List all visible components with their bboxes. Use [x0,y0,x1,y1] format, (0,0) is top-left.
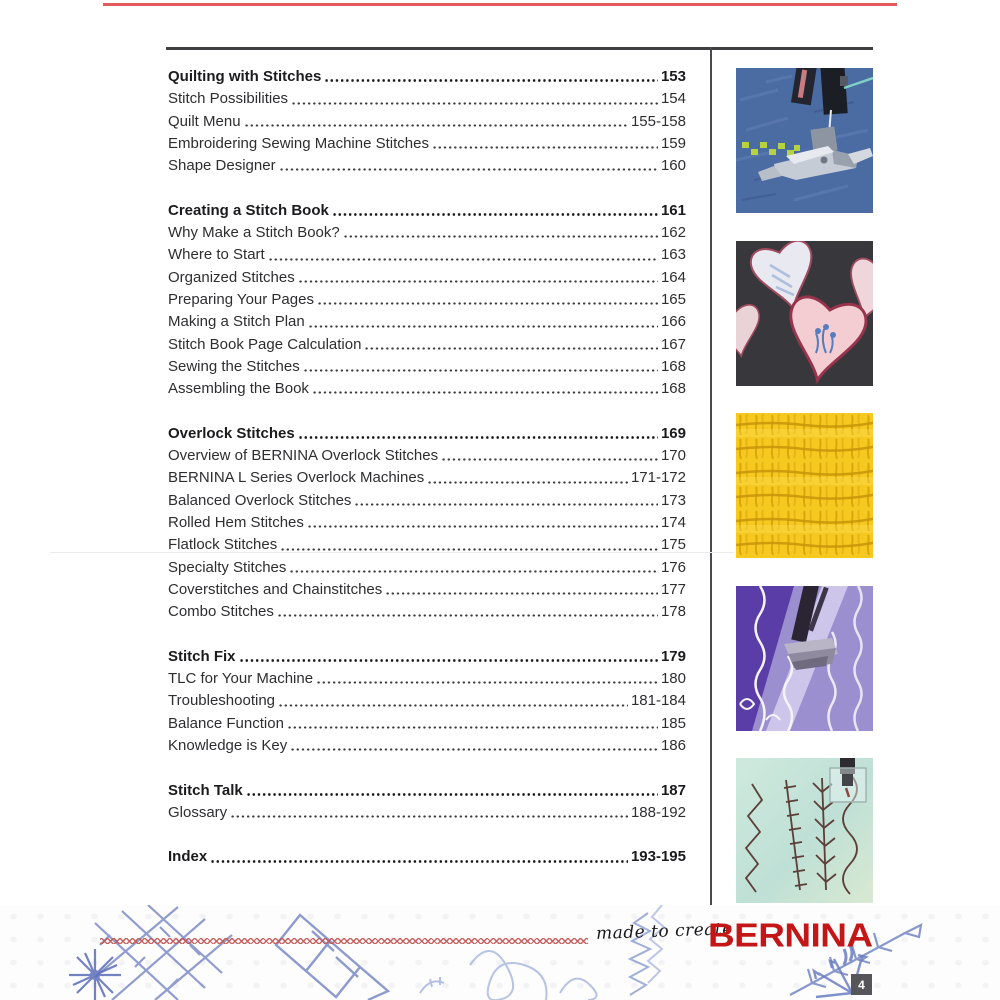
toc-entry-page: 178 [660,603,686,621]
dot-leader [277,612,658,619]
toc-entry-page: 165 [660,290,686,308]
dot-leader [441,456,658,463]
toc-section [168,646,686,757]
toc-entry [168,780,686,802]
table-of-contents [168,66,686,891]
toc-entry-page: 155-158 [630,112,686,130]
dot-leader [239,657,658,664]
toc-entry [168,735,686,757]
toc-entry-page: 177 [660,580,686,598]
dot-leader [427,479,628,486]
dot-leader [230,813,628,820]
dot-leader [385,590,658,597]
toc-entry-page: 166 [660,313,686,331]
toc-entry [168,579,686,601]
toc-entry-page: 170 [660,447,686,465]
yellow-shirring-illustration [736,413,873,558]
toc-entry-page: 186 [660,736,686,754]
toc-entry [168,356,686,378]
toc-entry-label: Knowledge is Key [168,736,288,754]
dot-leader [324,77,658,84]
toc-section [168,780,686,825]
toc-entry-page: 173 [660,491,686,509]
dot-leader [303,367,658,374]
toc-entry [168,713,686,735]
toc-entry [168,88,686,110]
dot-leader [298,278,658,285]
toc-entry-page: 188-192 [630,803,686,821]
toc-entry-label: Sewing the Stitches [168,357,300,375]
fabric-hearts-illustration [736,241,873,386]
toc-entry-label: BERNINA L Series Overlock Machines [168,469,425,487]
toc-entry-page: 160 [660,157,686,175]
made-to-create-tagline: made to create [595,919,734,944]
dot-leader [280,546,658,553]
toc-entry-label: Combo Stitches [168,603,274,621]
bernina-logo: BERNINA [708,916,873,954]
toc-entry-label: Flatlock Stitches [168,536,278,554]
toc-entry-label: Index [168,848,208,866]
stitch-sampler-photo [736,758,873,903]
toc-entry-label: Organized Stitches [168,268,295,286]
toc-entry-page: 164 [660,268,686,286]
dot-leader [298,434,658,441]
dot-leader [290,746,658,753]
dot-leader [343,233,658,240]
dot-leader [432,144,658,151]
toc-entry [168,222,686,244]
toc-entry [168,601,686,623]
dot-leader [317,300,658,307]
toc-entry-page: 161 [660,201,686,219]
quilting-foot-on-denim-photo [736,68,873,213]
toc-entry-label: Overview of BERNINA Overlock Stitches [168,447,439,465]
dot-leader [279,166,658,173]
toc-entry-label: Where to Start [168,246,265,264]
dot-leader [246,791,658,798]
footer-band [0,905,1000,1000]
toc-entry-label: Balanced Overlock Stitches [168,491,352,509]
toc-entry [168,244,686,266]
toc-entry-page: 154 [660,90,686,108]
toc-entry-page: 169 [660,424,686,442]
toc-entry [168,334,686,356]
toc-entry-label: Making a Stitch Plan [168,313,305,331]
top-red-rule [103,3,897,6]
toc-top-rule [166,47,873,50]
toc-entry [168,668,686,690]
dot-leader [354,501,658,508]
small-sprig-motif [420,977,444,993]
toc-entry [168,267,686,289]
toc-entry [168,445,686,467]
toc-entry [168,557,686,579]
toc-section [168,846,686,868]
quilting-foot-on-denim-illustration [736,68,873,213]
toc-entry-label: Stitch Possibilities [168,90,289,108]
toc-entry-label: Stitch Fix [168,647,236,665]
dot-leader [210,858,628,865]
toc-entry [168,311,686,333]
toc-entry-label: Embroidering Sewing Machine Stitches [168,134,429,152]
toc-entry-label: Why Make a Stitch Book? [168,224,340,242]
red-cross-stitch-line [100,938,588,944]
toc-entry-page: 174 [660,513,686,531]
toc-entry [168,133,686,155]
toc-entry-label: Glossary [168,803,228,821]
loops-motif [470,951,597,1000]
toc-section [168,66,686,177]
dot-leader [244,122,628,129]
toc-entry [168,111,686,133]
toc-entry-page: 181-184 [630,692,686,710]
toc-entry-label: Stitch Talk [168,781,243,799]
yellow-shirring-photo [736,413,873,558]
toc-entry [168,155,686,177]
toc-entry-page: 179 [660,647,686,665]
toc-entry [168,512,686,534]
toc-entry-page: 159 [660,134,686,152]
stitch-sampler-illustration [736,758,873,903]
dot-leader [287,724,658,731]
toc-entry [168,467,686,489]
toc-entry-label: Troubleshooting [168,692,276,710]
toc-entry-label: TLC for Your Machine [168,670,314,688]
dot-leader [268,256,658,263]
toc-entry [168,378,686,400]
dot-leader [316,679,658,686]
toc-entry-label: Overlock Stitches [168,424,295,442]
dot-leader [332,211,658,218]
star-flower-motif [69,949,121,1000]
purple-decorative-stitching-photo [736,586,873,731]
dot-leader [289,568,658,575]
toc-entry [168,690,686,712]
toc-entry-page: 168 [660,357,686,375]
toc-entry-page: 167 [660,335,686,353]
toc-entry-page: 176 [660,558,686,576]
toc-section [168,200,686,401]
zigzag-column-motif [630,905,664,995]
dot-leader [291,100,658,107]
purple-stitching-illustration [736,586,873,731]
toc-entry-page: 171-172 [630,469,686,487]
toc-entry [168,846,686,868]
page-number-badge: 4 [851,974,872,995]
toc-entry-label: Preparing Your Pages [168,290,314,308]
toc-entry [168,490,686,512]
toc-entry-page: 180 [660,670,686,688]
toc-entry [168,423,686,445]
dot-leader [278,702,628,709]
toc-entry-page: 168 [660,380,686,398]
toc-entry-label: Coverstitches and Chainstitches [168,580,383,598]
toc-entry-label: Specialty Stitches [168,558,287,576]
toc-entry-page: 185 [660,714,686,732]
toc-entry-page: 193-195 [630,848,686,866]
dot-leader [364,345,658,352]
toc-section [168,423,686,624]
toc-entry [168,66,686,88]
toc-entry [168,802,686,824]
crosshatch-motif [95,905,232,1000]
dot-leader [312,389,658,396]
toc-entry-label: Quilting with Stitches [168,68,322,85]
dot-leader [307,523,658,530]
toc-entry-label: Shape Designer [168,157,276,175]
toc-entry-page: 187 [660,781,686,799]
toc-entry-page: 162 [660,224,686,242]
toc-entry-label: Stitch Book Page Calculation [168,335,362,353]
toc-entry [168,200,686,222]
toc-entry [168,534,686,556]
toc-entry [168,289,686,311]
column-divider-line [710,47,712,905]
dot-leader [308,323,658,330]
fabric-hearts-photo [736,241,873,386]
toc-entry-label: Assembling the Book [168,380,309,398]
toc-entry-label: Rolled Hem Stitches [168,513,304,531]
toc-entry-label: Creating a Stitch Book [168,201,329,219]
toc-entry-page: 153 [660,68,686,85]
toc-entry-label: Balance Function [168,714,284,732]
toc-entry-page: 175 [660,536,686,554]
toc-entry [168,646,686,668]
toc-entry-label: Quilt Menu [168,112,241,130]
toc-entry-page: 163 [660,246,686,264]
diamond-chain-motif [276,915,388,1000]
photo-column [736,68,873,931]
